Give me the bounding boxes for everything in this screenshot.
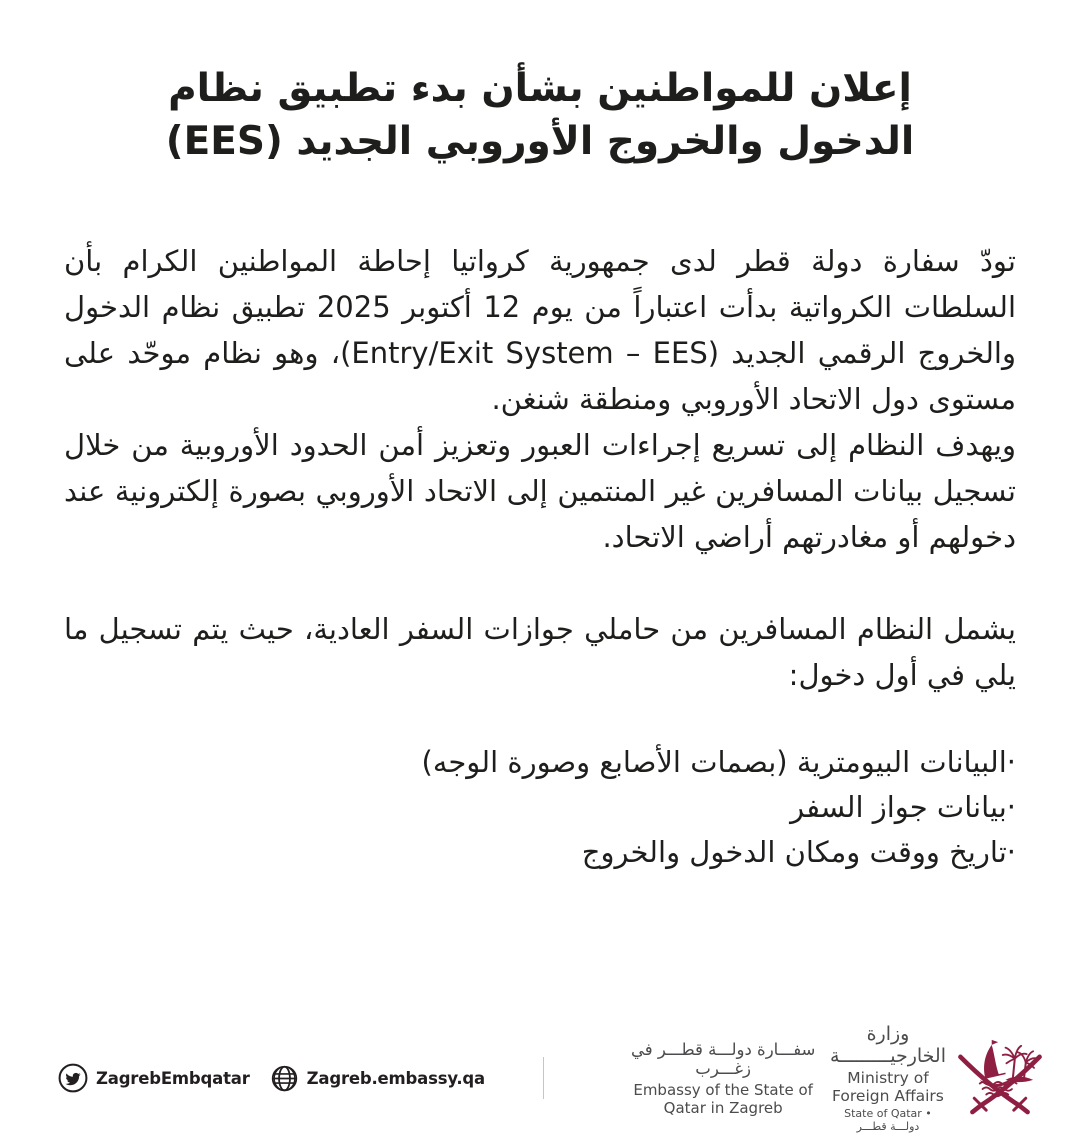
bullet-item-datetime: ·تاريخ ووقت ومكان الدخول والخروج — [581, 835, 1016, 869]
embassy-logo-english: Embassy of the State of Qatar in Zagreb — [633, 1080, 813, 1117]
mofa-logo-subtitle: State of Qatar • دولـــة قطـــر — [844, 1107, 932, 1133]
embassy-logo-arabic: سفـــارة دولـــة قطـــر في زغـــرب — [630, 1039, 816, 1078]
paragraph-intro: تودّ سفارة دولة قطر لدى جمهورية كرواتيا إحاطة المواطنين الكرام بأن السلطات الكرواتية بدأت اعتباراً من يوم 12 أكتوبر 2025 تطبيق نظام الدخول والخروج الرقمي الجديد (Entry/Exit System – EES)، وهو نظام موحّد على مستوى دول الاتحاد الأوروبي ومنطقة شنغن. — [64, 244, 1016, 416]
social-links — [58, 1063, 485, 1093]
paragraph-purpose: ويهدف النظام إلى تسريع إجراءات العبور وتعزيز أمن الحدود الأوروبية من خلال تسجيل بيانات المسافرين غير المنتمين إلى الاتحاد الأوروبي بصورة إلكترونية عند دخولهم أو مغادرتهم أراضي الاتحاد. — [64, 428, 1016, 554]
globe-icon — [270, 1064, 299, 1093]
mofa-logo-arabic: وزارة الخارجيـــــــــة — [829, 1023, 946, 1067]
announcement-body — [0, 238, 1080, 875]
title-line-1: إعلان للمواطنين بشأن بدء تطبيق نظام — [168, 66, 912, 111]
twitter-bird-icon — [58, 1063, 88, 1093]
mofa-logo-text — [830, 1023, 946, 1133]
mofa-logo — [830, 1023, 1046, 1133]
announcement-page — [0, 62, 1080, 1142]
twitter-link[interactable] — [58, 1063, 250, 1093]
qatar-emblem-icon — [954, 1032, 1046, 1124]
paragraph-scope: يشمل النظام المسافرين من حاملي جوازات السفر العادية، حيث يتم تسجيل ما يلي في أول دخول: — [64, 612, 1016, 692]
announcement-title — [0, 62, 1080, 168]
embassy-logo — [616, 1040, 830, 1117]
bullet-item-passport: ·بيانات جواز السفر — [790, 790, 1016, 824]
website-label[interactable]: Zagreb.embassy.qa — [306, 1068, 485, 1088]
mofa-logo-english: Ministry of Foreign Affairs — [832, 1069, 944, 1105]
footer-divider — [543, 1057, 544, 1099]
footer — [0, 1023, 1080, 1133]
bullet-list — [64, 740, 1016, 875]
website-link[interactable] — [270, 1064, 485, 1093]
twitter-handle[interactable]: ZagrebEmbqatar — [96, 1068, 250, 1088]
title-line-2: الدخول والخروج الأوروبي الجديد (EES) — [165, 119, 915, 164]
bullet-item-biometrics: ·البيانات البيومترية (بصمات الأصابع وصورة الوجه) — [421, 745, 1016, 779]
